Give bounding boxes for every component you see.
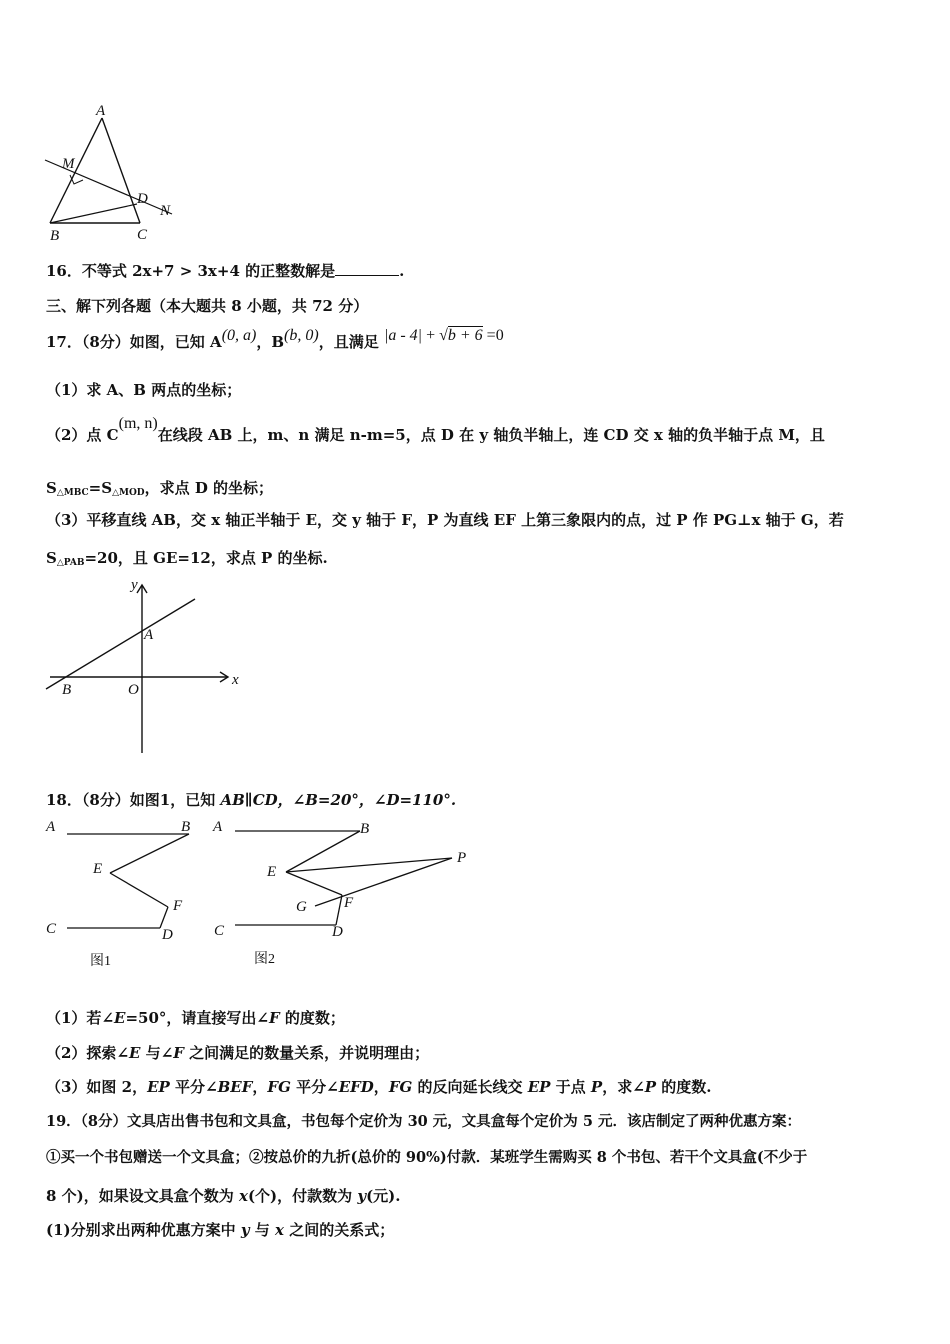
ray-fg-2: FG xyxy=(388,1078,413,1096)
q18-p3-c: ， xyxy=(252,1078,268,1096)
question-17-part-2 xyxy=(46,415,825,446)
sqrt-term: b + 6 xyxy=(447,327,483,344)
label-c: C xyxy=(214,923,225,939)
area-mod: △MOD xyxy=(112,488,145,498)
question-17-part-3-cont xyxy=(46,548,328,573)
caption-fig1: 图1 xyxy=(90,954,111,969)
ray-fg: FG xyxy=(267,1078,291,1096)
q18-p3-f: 的反向延长线交 xyxy=(412,1078,528,1096)
label-d: D xyxy=(137,191,148,207)
question-17-lead xyxy=(46,327,504,353)
q17-p2-lead: （2）点 C xyxy=(46,426,119,444)
angle-e: ∠E xyxy=(116,1044,141,1062)
var-x: x xyxy=(238,1187,248,1205)
label-c: C xyxy=(137,227,148,243)
segment-pg xyxy=(315,858,452,906)
label-f: F xyxy=(344,895,354,911)
plus: + xyxy=(422,327,440,344)
q18-lead-text: 18．（8分）如图1，已知 xyxy=(46,791,221,809)
segment-ef xyxy=(110,873,168,907)
question-18-part-1 xyxy=(46,1008,345,1028)
segment-ab xyxy=(50,118,102,223)
point-p: P xyxy=(590,1078,603,1096)
question-19-line-2: ①买一个书包赠送一个文具盒；②按总价的九折(总价的 90%)付款．某班学生需购买 8 个书包、若干个文具盒(不少于 xyxy=(46,1149,808,1166)
label-e: E xyxy=(267,864,277,880)
q18-p3-h: ，求 xyxy=(602,1078,633,1096)
label-c: C xyxy=(46,921,57,937)
q19-p1-b: 与 xyxy=(249,1221,276,1239)
question-17-part-1: （1）求 A、B 两点的坐标； xyxy=(46,381,242,399)
answer-blank xyxy=(335,261,399,276)
area-s1: S xyxy=(46,479,57,497)
question-19-line-3 xyxy=(46,1186,401,1206)
q19-p1-c: 之间的关系式； xyxy=(283,1221,395,1239)
label-g: G xyxy=(296,899,307,915)
var-y: y xyxy=(240,1221,250,1239)
segment-ef xyxy=(286,872,342,895)
angle-f: ∠F xyxy=(160,1044,184,1062)
angle-p: ∠P xyxy=(632,1078,657,1096)
label-x: x xyxy=(232,672,239,688)
area-mbc: △MBC xyxy=(56,488,89,498)
area-pab: △PAB xyxy=(56,558,85,568)
q17-lead-text: 17．（8分）如图，已知 A xyxy=(46,333,222,351)
q17-cond: ，且满足 xyxy=(318,333,379,351)
label-b: B xyxy=(50,228,60,244)
q17-p2-end: ，求点 D 的坐标； xyxy=(144,479,274,497)
label-b: B xyxy=(360,821,370,837)
label-a: A xyxy=(46,819,56,835)
label-a: A xyxy=(144,627,154,643)
segment-ep xyxy=(286,858,452,872)
area-s: S xyxy=(46,549,57,567)
figure-coordinate-axes xyxy=(40,575,250,757)
point-b: (b, 0) xyxy=(284,327,319,344)
q19-l3-c: (元). xyxy=(366,1187,401,1205)
label-a: A xyxy=(213,819,223,835)
question-17-part-2-cont xyxy=(46,478,273,503)
label-n: N xyxy=(160,203,171,219)
q18-p3-e: ， xyxy=(373,1078,389,1096)
var-y: y xyxy=(357,1187,367,1205)
figure-1 xyxy=(45,819,190,969)
point-a: (0, a) xyxy=(221,327,257,344)
q18-statement: AB∥CD，∠B=20°，∠D=110°. xyxy=(220,791,457,809)
label-o: O xyxy=(128,682,139,698)
label-e: E xyxy=(93,861,103,877)
q17-p2-body: 在线段 AB 上，m、n 满足 n-m=5，点 D 在 y 轴负半轴上，连 CD 交 x 轴的负半轴于点 M，且 xyxy=(157,426,825,444)
q18-p2-c: 之间满足的数量关系，并说明理由； xyxy=(183,1044,430,1062)
angle-f: ∠F xyxy=(256,1009,280,1027)
q18-p3-b: 平分 xyxy=(169,1078,206,1096)
question-16-text: 16．不等式 2x+7 > 3x+4 的正整数解是 xyxy=(46,262,336,280)
q18-p3-i: 的度数. xyxy=(656,1078,712,1096)
question-19-part-1 xyxy=(46,1220,394,1240)
segment-fd xyxy=(336,895,342,925)
area-eq: =S xyxy=(88,479,113,497)
question-18-part-2 xyxy=(46,1043,429,1063)
question-18-lead xyxy=(46,790,456,810)
caption-fig2: 图2 xyxy=(254,952,275,967)
section-3-title: 三、解下列各题（本大题共 8 小题，共 72 分） xyxy=(46,297,369,315)
abs-term: |a - 4| xyxy=(383,327,423,344)
ray-ep-2: EP xyxy=(527,1078,551,1096)
q17-sep: ，B xyxy=(256,333,285,351)
ray-ep: EP xyxy=(147,1078,170,1096)
label-d: D xyxy=(162,927,173,943)
label-y: y xyxy=(131,577,138,593)
line-ab xyxy=(46,599,195,689)
q18-p3-g: 于点 xyxy=(550,1078,591,1096)
q17-p3-end: =20，且 GE=12，求点 P 的坐标. xyxy=(84,549,328,567)
label-b: B xyxy=(62,682,72,698)
sqrt-sign: √ xyxy=(439,327,448,344)
label-p: P xyxy=(457,850,467,866)
q18-p3-d: 平分 xyxy=(290,1078,327,1096)
var-x: x xyxy=(275,1221,284,1239)
right-angle-mark xyxy=(70,175,83,184)
question-16 xyxy=(46,261,404,281)
equals-zero: =0 xyxy=(482,327,504,344)
label-d: D xyxy=(332,924,343,940)
figure-triangle-abc xyxy=(40,100,190,245)
q18-p1-b: =50°，请直接写出 xyxy=(125,1009,257,1027)
q18-p1-c: 的度数； xyxy=(279,1009,345,1027)
q19-l3-b: (个)，付款数为 xyxy=(247,1187,358,1205)
figure-18 xyxy=(40,815,480,975)
segment-bd xyxy=(50,204,137,223)
segment-be xyxy=(286,831,360,872)
segment-be xyxy=(110,834,189,873)
point-c: (m, n) xyxy=(118,415,158,432)
label-m: M xyxy=(62,156,75,172)
angle-e: ∠E xyxy=(101,1009,126,1027)
q19-p1-a: (1)分别求出两种优惠方案中 xyxy=(46,1221,241,1239)
q18-p2-b: 与 xyxy=(140,1044,161,1062)
segment-fd xyxy=(160,907,168,928)
q18-p2-a: （2）探索 xyxy=(46,1044,117,1062)
figure-2 xyxy=(212,819,466,967)
question-17-part-3: （3）平移直线 AB，交 x 轴正半轴于 E，交 y 轴于 F，P 为直线 EF 上第三象限内的点，过 P 作 PG⊥x 轴于 G，若 xyxy=(46,511,844,529)
q18-p3-a: （3）如图 2， xyxy=(46,1078,148,1096)
label-f: F xyxy=(173,898,183,914)
q18-p1-a: （1）若 xyxy=(46,1009,102,1027)
question-18-part-3 xyxy=(46,1077,712,1097)
label-a: A xyxy=(96,103,106,119)
angle-efd: ∠EFD xyxy=(326,1078,374,1096)
q19-l3-a: 8 个)，如果设文具盒个数为 xyxy=(46,1187,239,1205)
question-19-line-1: 19．（8分）文具店出售书包和文具盒，书包每个定价为 30 元，文具盒每个定价为 5 元．该店制定了两种优惠方案： xyxy=(46,1113,801,1130)
question-16-end: . xyxy=(399,262,405,280)
angle-bef: ∠BEF xyxy=(205,1078,253,1096)
label-b: B xyxy=(181,819,191,835)
